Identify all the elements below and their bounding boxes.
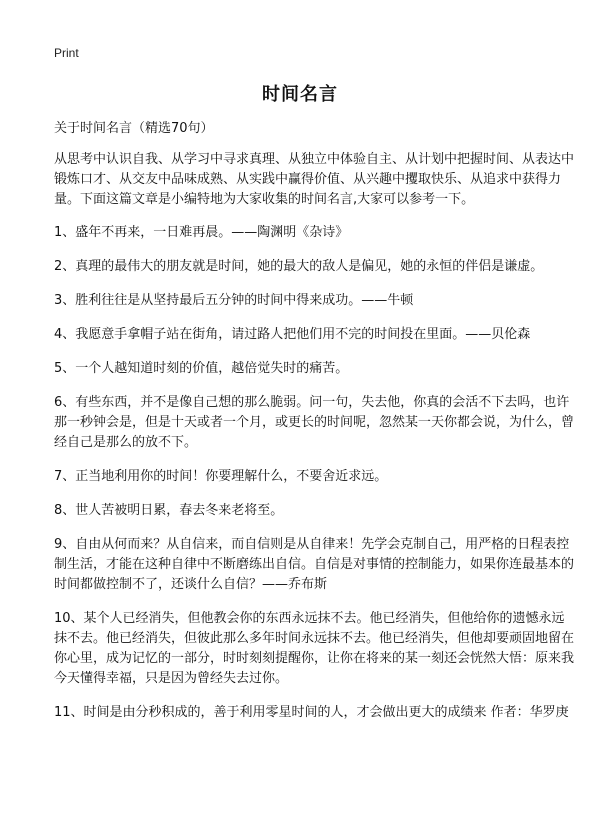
- quote-item: 2、真理的最伟大的朋友就是时间，她的最大的敌人是偏见，她的永恒的伴侣是谦虚。: [54, 259, 544, 274]
- quote-item: 11、时间是由分秒积成的，善于利用零星时间的人，才会做出更大的成绩来 作者：华罗庚: [54, 705, 569, 720]
- quote-item: 10、某个人已经消失，但他教会你的东西永远抹不去。他已经消失，但他给你的遗憾永远抹不去。他已经消失，但彼此那么多年时间永远抹不去。他已经消失，但他却要顽固地留在你心里，成为记忆的一部分，时时刻刻提醒你，让你在将来的某一刻还会恍然大悟：原来我今天懂得幸福，只是因为曾经失去过你。: [54, 611, 575, 686]
- article-body: [54, 119, 574, 737]
- quote-item: 7、正当地利用你的时间！你要理解什么，不要舍近求远。: [54, 469, 388, 484]
- page-title: 时间名言: [262, 84, 338, 105]
- quote-item: 5、一个人越知道时刻的价值，越倍觉失时的痛苦。: [54, 361, 349, 376]
- print-link[interactable]: Print: [54, 46, 79, 60]
- quote-item: 9、自由从何而来？从自信来，而自信则是从自律来！先学会克制自己，用严格的日程表控制生活，才能在这种自律中不断磨练出自信。自信是对事情的控制能力，如果你连最基本的时间都做控制不了，还谈什么自信？——乔布斯: [54, 537, 575, 592]
- quote-item: 3、胜利往往是从坚持最后五分钟的时间中得来成功。——牛顿: [54, 293, 414, 308]
- quote-item: 1、盛年不再来，一日难再晨。——陶渊明《杂诗》: [54, 225, 349, 240]
- article-subtitle: 关于时间名言（精选70句）: [54, 121, 214, 136]
- quote-item: 6、有些东西，并不是像自己想的那么脆弱。问一句，失去他，你真的会活不下去吗，也许那一秒钟会是，但是十天或者一个月，或更长的时间呢，忽然某一天你都会说，为什么，曾经自己是那么的放不下。: [54, 395, 575, 450]
- quote-item: 4、我愿意手拿帽子站在街角，请过路人把他们用不完的时间投在里面。——贝伦森: [54, 327, 531, 342]
- intro-paragraph: 从思考中认识自我、从学习中寻求真理、从独立中体验自主、从计划中把握时间、从表达中锻炼口才、从交友中品味成熟、从实践中赢得价值、从兴趣中攫取快乐、从追求中获得力量。下面这篇文章是小编特地为大家收集的时间名言,大家可以参考一下。: [54, 152, 575, 207]
- quote-item: 8、世人苦被明日累，春去冬来老将至。: [54, 503, 284, 518]
